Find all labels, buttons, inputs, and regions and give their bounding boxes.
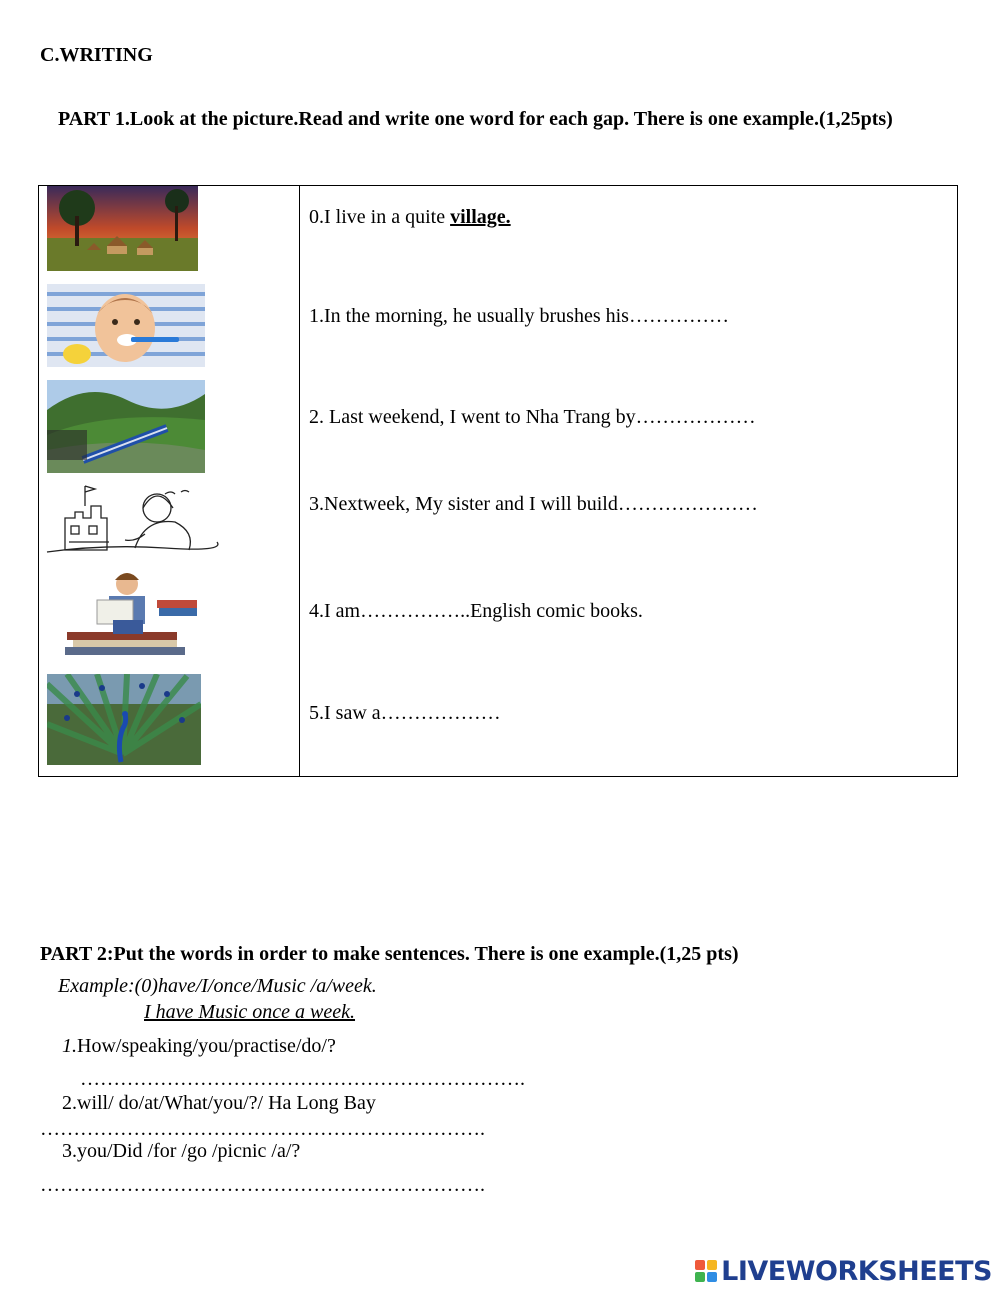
logo-block	[695, 1260, 705, 1270]
part2-question-3: 3.you/Did /for /go /picnic /a/?	[62, 1140, 301, 1162]
question-5: 5.I saw a………………	[309, 702, 501, 724]
part1-table	[38, 185, 958, 777]
logo-block	[707, 1272, 717, 1282]
boy-reading-image	[47, 570, 205, 660]
question-0	[309, 206, 511, 229]
question-3: 3.Nextweek, My sister and I will build…………………	[309, 493, 758, 515]
example-answer-sentence: I have Music once a week.	[144, 1001, 356, 1023]
question-4: 4.I am……………..English comic books.	[309, 600, 643, 622]
part2-question-1	[62, 1035, 336, 1058]
liveworksheets-logo	[695, 1255, 992, 1287]
part1-title: PART 1.Look at the picture.Read and write one word for each gap. There is one example.(1,25pts)	[58, 108, 893, 130]
question-1-number: 1.	[62, 1035, 77, 1057]
logo-blocks-icon	[695, 1260, 717, 1282]
part2-title: PART 2:Put the words in order to make sentences. There is one example.(1,25 pts)	[40, 943, 739, 965]
question-0-text: 0.I live in a quite	[309, 206, 451, 228]
answer-line-2[interactable]: ………………………………………………………….	[40, 1118, 485, 1140]
train-image	[47, 380, 205, 473]
answer-line-1[interactable]: ………………………………………………………….	[80, 1068, 525, 1090]
logo-block	[707, 1260, 717, 1270]
question-2: 2. Last weekend, I went to Nha Trang by………………	[309, 406, 756, 428]
sandcastle-image	[45, 482, 219, 562]
peacock-image	[47, 674, 201, 765]
boy-brushing-image	[47, 284, 205, 367]
section-title: C.WRITING	[40, 44, 153, 66]
table-divider	[299, 186, 300, 776]
village-image	[47, 186, 198, 271]
example-answer: village.	[450, 206, 511, 228]
logo-text: LIVEWORKSHEETS	[721, 1255, 992, 1287]
example-question: Example:(0)have/I/once/Music /a/week.	[58, 975, 377, 997]
logo-block	[695, 1272, 705, 1282]
part2-question-2: 2.will/ do/at/What/you/?/ Ha Long Bay	[62, 1092, 376, 1114]
answer-line-3[interactable]: ………………………………………………………….	[40, 1174, 485, 1196]
question-1-words: How/speaking/you/practise/do/?	[77, 1035, 336, 1057]
question-1: 1.In the morning, he usually brushes his……………	[309, 305, 729, 327]
